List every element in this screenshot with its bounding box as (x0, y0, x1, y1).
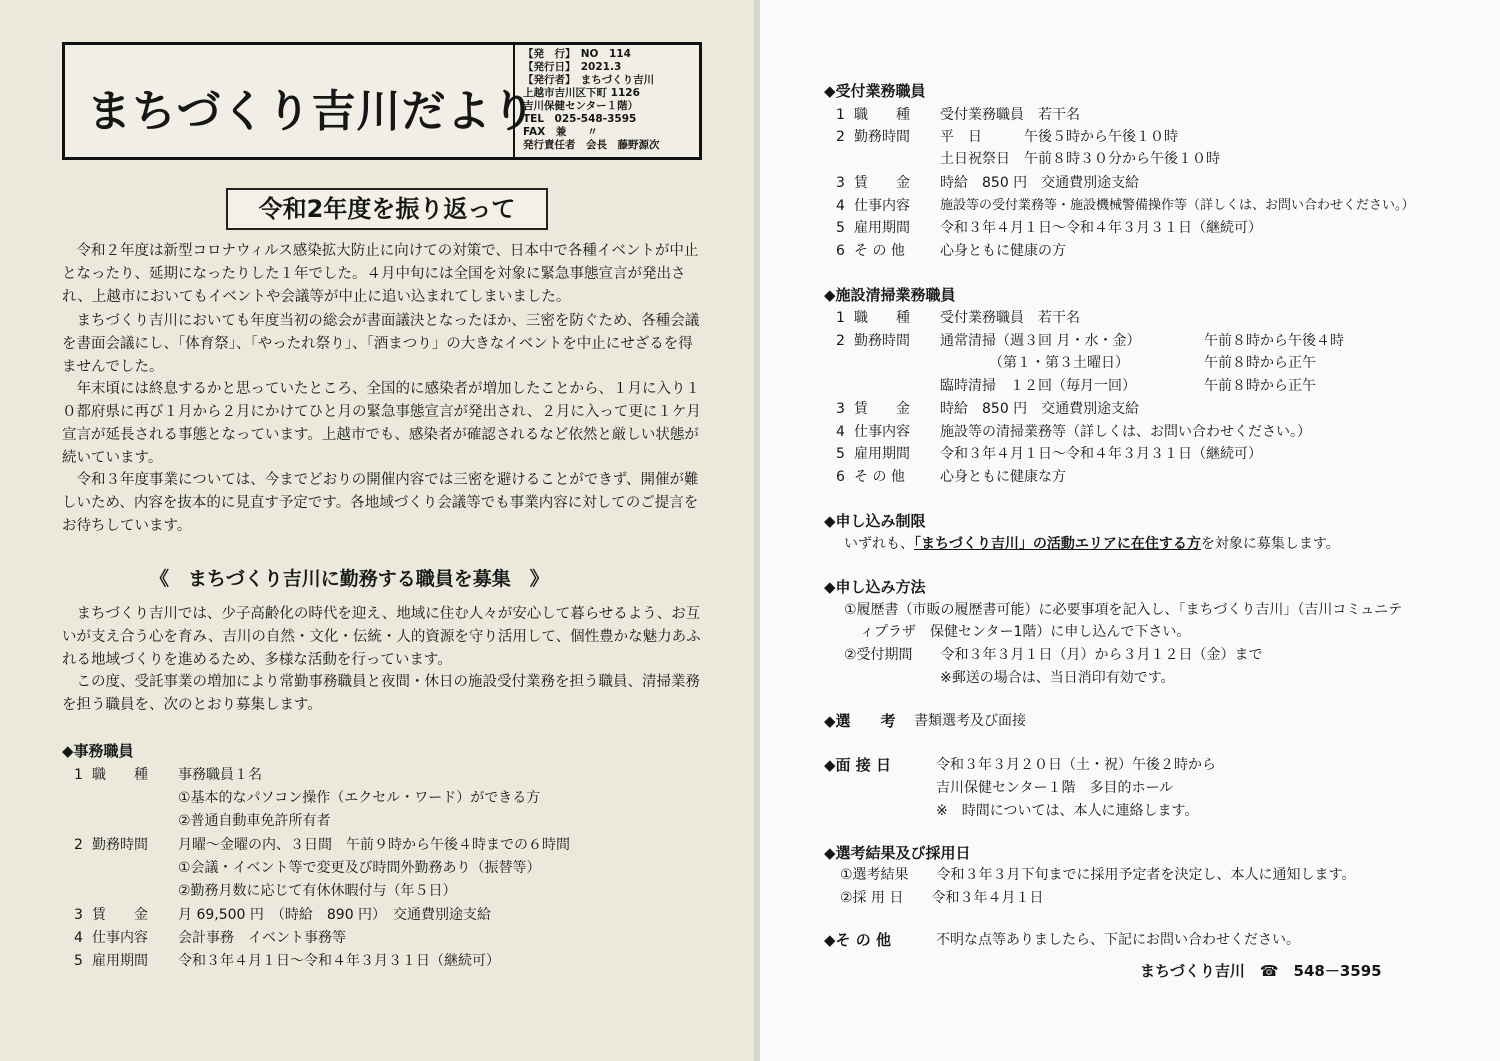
interview-heading: ◆面 接 日 (824, 756, 891, 774)
table-row: 4 仕事内容 施設等の受付業務等・施設機械警備操作等（詳しくは、お問い合わせください。） (836, 198, 1415, 214)
table-row: 4 仕事内容 会計事務 イベント事務等 (74, 930, 346, 946)
paragraph: この度、受託事業の増加により常勤事務職員と夜間・休日の施設受付業務を担う職員、清掃業務を担う職員を、次のとおり募集します。 (62, 674, 700, 713)
table-row: ②勤務月数に応じて有休休暇付与（年５日） (178, 883, 457, 899)
office-staff-heading: ◆事務職員 (62, 742, 134, 760)
table-row: 4 仕事内容 施設等の清掃業務等（詳しくは、お問い合わせください。） (836, 424, 1311, 440)
interview-line: ※ 時間については、本人に連絡します。 (936, 803, 1199, 819)
cleaning-staff-heading: ◆施設清掃業務職員 (824, 286, 956, 304)
table-row: 1 職 種 事務職員１名 (74, 767, 262, 783)
table-row: （第１・第３土曜日） 午前８時から正午 (940, 355, 1316, 371)
paragraph: まちづくり吉川においても年度当初の総会が書面議決となったほか、三密を防ぐため、各種会議を書面会議にし、「体育祭」、「やったれ祭り」、「酒まつり」の大きなイベントを中止にせざるを得ませんでした。 (62, 313, 700, 375)
info-line: 【発行日】 2021.3 (523, 61, 622, 73)
method-line: ィプラザ 保健センター1階）に申し込んで下さい。 (860, 624, 1191, 640)
info-line: 上越市吉川区下町 1126 (523, 87, 640, 99)
publication-info (513, 45, 699, 157)
restriction-text: いずれも、「まちづくり吉川」の活動エリアに在住する方を対象に募集します。 (844, 536, 1340, 552)
table-row: 2 勤務時間 平 日 午後５時から午後１０時 (836, 129, 1178, 145)
table-row: 6 そ の 他 心身ともに健康の方 (836, 243, 1066, 259)
info-line: TEL 025-548-3595 (523, 113, 637, 125)
result-line: ②採 用 日 令和３年４月１日 (840, 890, 1044, 906)
right-page (760, 0, 1500, 1061)
info-line: 吉川保健センター１階） (523, 100, 639, 112)
interview-line: 吉川保健センター１階 多目的ホール (936, 780, 1174, 796)
info-line: 発行責任者 会長 藤野源次 (523, 139, 660, 151)
table-row: ②普通自動車免許所有者 (178, 813, 331, 829)
table-row: 臨時清掃 １２回（毎月一回） 午前８時から正午 (940, 378, 1316, 394)
info-line: FAX 兼 〃 (523, 126, 598, 138)
paragraph: 令和２年度は新型コロナウィルス感染拡大防止に向けての対策で、日本中で各種イベントが中止となったり、延期になったりした１年でした。４月中旬には全国を対象に緊急事態宣言が発出され、上越市においてもイベントや会議等が中止に追い込まれてしまいました。 (62, 243, 699, 305)
table-row: 土日祝祭日 午前８時３０分から午後１０時 (940, 151, 1220, 167)
interview-line: 令和３年３月２０日（土・祝）午後２時から (936, 757, 1216, 773)
restriction-heading: ◆申し込み制限 (824, 512, 926, 530)
paragraph: 年末頃には終息するかと思っていたところ、全国的に感染者が増加したことから、１月に入り１０都府県に再び１月から２月にかけてひと月の緊急事態宣言が発出され、２月に入って更に１ケ月宣言が延長される事態となっています。上越市でも、感染者が確認されるなど依然と厳しい状態が続いています。 (62, 381, 701, 466)
table-row: 6 そ の 他 心身ともに健康な方 (836, 469, 1066, 485)
table-row: 1 職 種 受付業務職員 若干名 (836, 107, 1080, 123)
selection-value: 書類選考及び面接 (914, 713, 1026, 729)
method-heading: ◆申し込み方法 (824, 578, 926, 596)
method-line: ※郵送の場合は、当日消印有効です。 (940, 670, 1175, 686)
table-row: 1 職 種 受付業務職員 若干名 (836, 310, 1080, 326)
recruit-heading: 《 まちづくり吉川に勤務する職員を募集 》 (150, 568, 549, 590)
table-row: 3 賃 金 時給 850 円 交通費別途支給 (836, 401, 1140, 417)
masthead (62, 42, 702, 160)
method-line: ②受付期間 令和３年３月１日（月）から３月１２日（金）まで (844, 647, 1263, 663)
contact-phone: まちづくり吉川 ☎ 548－3595 (1140, 962, 1382, 980)
newsletter-title: まちづくり吉川だより (87, 86, 537, 137)
table-row: 5 雇用期間 令和３年４月１日～令和４年３月３１日（継続可） (836, 446, 1262, 462)
table-row: 2 勤務時間 通常清掃（週３回 月・水・金） 午前８時から午後４時 (836, 333, 1344, 349)
info-line: 【発行者】 まちづくり吉川 (523, 74, 655, 86)
table-row: 2 勤務時間 月曜～金曜の内、３日間 午前９時から午後４時までの６時間 (74, 837, 570, 853)
table-row: ①会議・イベント等で変更及び時間外勤務あり（振替等） (178, 860, 541, 876)
other-value: 不明な点等ありましたら、下記にお問い合わせください。 (936, 932, 1300, 948)
table-row: 3 賃 金 月 69,500 円 （時給 890 円） 交通費別途支給 (74, 907, 492, 923)
info-line: 【発 行】 NO 114 (523, 48, 631, 60)
method-line: ①履歴書（市販の履歴書可能）に必要事項を記入し、「まちづくり吉川」（吉川コミュニテ (844, 602, 1403, 618)
paragraph: 令和３年度事業については、今までどおりの開催内容では三密を避けることができず、開催が難しいため、内容を抜本的に見直す予定です。各地域づくり会議等でも事業内容に対してのご提言をお待ちしています。 (62, 472, 699, 534)
table-row: 5 雇用期間 令和３年４月１日～令和４年３月３１日（継続可） (74, 953, 500, 969)
paragraph: まちづくり吉川では、少子高齢化の時代を迎え、地域に住む人々が安心して暮らせるよう、お互いが支え合う心を育み、吉川の自然・文化・伝統・人的資源を守り活用して、個性豊かな魅力あふれる地域づくりを進めるため、多様な活動を行っています。 (62, 606, 701, 668)
result-line: ①選考結果 令和３年３月下旬までに採用予定者を決定し、本人に通知します。 (840, 867, 1356, 883)
other-heading: ◆そ の 他 (824, 931, 891, 949)
selection-heading: ◆選 考 (824, 712, 896, 730)
table-row: 3 賃 金 時給 850 円 交通費別途支給 (836, 175, 1140, 191)
table-row: 5 雇用期間 令和３年４月１日～令和４年３月３１日（継続可） (836, 220, 1262, 236)
reception-staff-heading: ◆受付業務職員 (824, 82, 926, 100)
result-heading: ◆選考結果及び採用日 (824, 844, 971, 862)
table-row: ①基本的なパソコン操作（エクセル・ワード）ができる方 (178, 790, 541, 806)
section-title: 令和2年度を振り返って (226, 188, 548, 230)
